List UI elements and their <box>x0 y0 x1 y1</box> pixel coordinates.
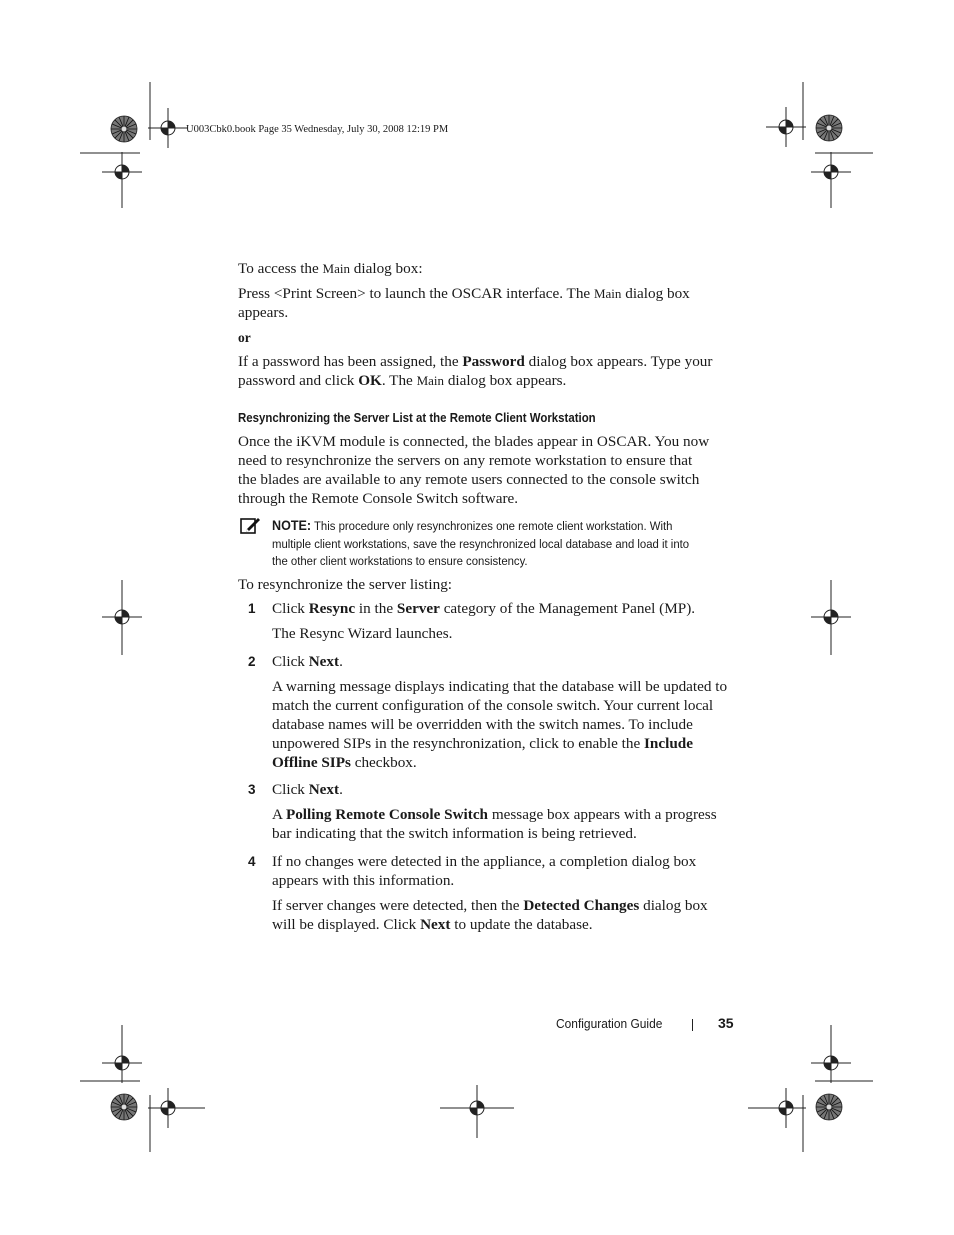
step-4-text: If no changes were detected in the appliance, a completion dialog box appears with this information. <box>272 853 697 889</box>
step-1-result: The Resync Wizard launches. <box>272 625 453 642</box>
starburst-icon <box>816 115 842 141</box>
step-number: 1 <box>248 601 256 616</box>
step-1-text: Click Resync in the Server category of the Management Panel (MP). <box>272 600 696 617</box>
registration-target-icon <box>102 1043 142 1083</box>
step-number: 3 <box>248 782 256 797</box>
step-3-text: Click Next. <box>272 781 343 798</box>
registration-target-icon <box>766 107 806 147</box>
resync-intro: To resynchronize the server listing: <box>238 576 453 593</box>
intro-paragraph-3: If a password has been assigned, the Password dialog box appears. Type your password and click OK. The Main dialog box appears. <box>238 353 713 389</box>
page-number: 35 <box>718 1015 734 1031</box>
section-heading: Resynchronizing the Server List at the Remote Client Workstation <box>238 410 596 425</box>
registration-target-icon <box>148 108 188 148</box>
step-number: 4 <box>248 854 256 869</box>
pencil-note-icon <box>240 516 262 536</box>
note-box: NOTE: This procedure only resynchronizes one remote client workstation. With multiple client workstations, save the resynchronized local database and load it into the other client workstations to ensure consistency. <box>272 518 690 568</box>
note-label: NOTE: <box>272 518 312 533</box>
intro-paragraph-2: Press <Print Screen> to launch the OSCAR interface. The Main dialog box appears. <box>238 285 690 321</box>
starburst-icon <box>111 116 137 142</box>
intro-paragraph-1: To access the Main dialog box: <box>238 260 423 277</box>
or-separator: or <box>238 330 251 345</box>
registration-target-icon <box>811 1043 851 1083</box>
section-body: Once the iKVM module is connected, the blades appear in OSCAR. You now need to resynchronize the servers on any remote workstation to ensure that the blades are available to any remote users connected to the console switch through the Remote Console Switch software. <box>238 433 710 507</box>
book-header-stamp: U003Cbk0.book Page 35 Wednesday, July 30, 2008 12:19 PM <box>186 124 449 135</box>
starburst-icon <box>816 1094 842 1120</box>
step-2-text: Click Next. <box>272 653 343 670</box>
step-3-result: A Polling Remote Console Switch message box appears with a progress bar indicating that the switch information is being retrieved. <box>272 806 717 842</box>
footer-guide-title: Configuration Guide <box>556 1016 663 1031</box>
starburst-icon <box>111 1094 137 1120</box>
step-2-result: A warning message displays indicating that the database will be updated to match the current configuration of the console switch. Your current local database names will be overridden with the switch names. To include unpowered SIPs in the resynchronization, click to enable the Include Offline SIPs checkbox. <box>272 678 728 771</box>
step-4-result: If server changes were detected, then the Detected Changes dialog box will be displayed. Click Next to update the database. <box>272 897 708 933</box>
footer-divider <box>692 1019 693 1031</box>
step-number: 2 <box>248 654 256 669</box>
